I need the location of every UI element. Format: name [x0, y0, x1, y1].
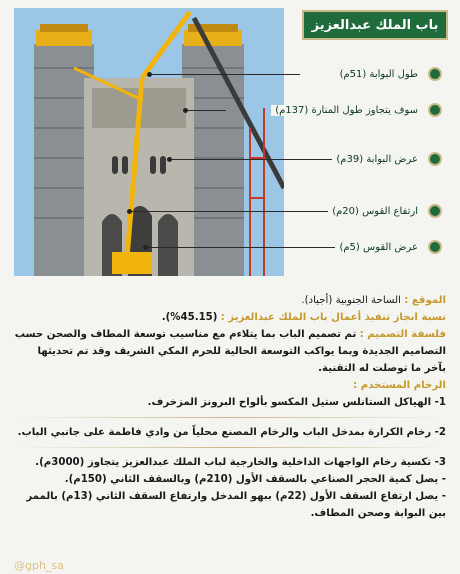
progress-label: نسبة انجاز تنفيذ أعمال باب الملك عبدالعزيز : — [220, 312, 446, 323]
bullet-icon — [428, 103, 442, 117]
design-line — [14, 326, 446, 377]
bullet-icon — [428, 240, 442, 254]
title-banner — [302, 10, 448, 40]
design-value: تم تصميم الباب بما يتلاءم مع مناسيب توسعة المطاف والصحن حسب التصاميم الجديدة وبما يواكب التوسعة الحالية للحرم المكي الشريف وقد تم تحديثها بآخر ما توصلت له التقنية. — [14, 329, 446, 374]
cladding-item: 3- تكسية رخام الواجهات الداخلية والخارجية لباب الملك عبدالعزيز يتجاوز (3000م). — [35, 457, 446, 468]
fact-label: ارتفاع القوس (20م) — [328, 206, 422, 217]
leader-tip-2 — [183, 108, 188, 113]
info-section — [14, 292, 446, 522]
page-title: باب الملك عبدالعزيز — [311, 17, 439, 33]
leader-line-4 — [130, 211, 350, 212]
fact-arch-width — [335, 236, 442, 258]
fact-gate-length — [336, 63, 442, 85]
location-value: الساحة الجنوبية (أجياد). — [301, 295, 401, 306]
fact-minaret-height — [271, 99, 442, 121]
fact-arch-height — [328, 200, 442, 222]
marble-line — [14, 377, 446, 394]
leader-line-2 — [186, 110, 226, 111]
progress-line — [14, 309, 446, 326]
location-label: الموقع : — [404, 295, 446, 306]
fact-label: عرض القوس (5م) — [335, 242, 422, 253]
marble-label: الرخام المستخدم : — [353, 380, 446, 391]
leader-line-3 — [170, 159, 340, 160]
leader-tip-4 — [127, 209, 132, 214]
watermark: @gph_sa — [14, 559, 64, 572]
fact-label: عرض البوابة (39م) — [332, 154, 422, 165]
leader-line-1 — [150, 74, 300, 75]
marble-item: 1- الهياكل الستانلس ستيل المكسو بألواح البرونز المزخرف. — [147, 397, 446, 408]
cladding-item: - يصل ارتفاع السقف الأول (22م) ببهو المدخل وارتفاع السقف الثاني (13م) بالممر بين البوابة وصحن المطاف. — [26, 491, 446, 519]
fact-label: طول البوابة (51م) — [336, 69, 422, 80]
bullet-icon — [428, 67, 442, 81]
leader-tip-1 — [147, 72, 152, 77]
divider — [14, 417, 446, 418]
design-label: فلسفة التصميم : — [359, 329, 446, 340]
fact-label: سوف يتجاوز طول المنارة (137م) — [271, 105, 422, 116]
location-line — [14, 292, 446, 309]
fact-gate-width — [332, 148, 442, 170]
progress-value: (45.15%). — [161, 312, 218, 323]
bullet-icon — [428, 152, 442, 166]
marble-item: 2- رخام الكرارة بمدخل الباب والرخام المصنع محلياً من وادي فاطمة على جانبي الباب. — [17, 427, 446, 438]
leader-tip-5 — [143, 245, 148, 250]
gate-photo — [14, 8, 284, 276]
leader-tip-3 — [167, 157, 172, 162]
cladding-item: - يصل كمية الحجر الصناعي بالسقف الأول (210م) وبالسقف الثاني (150م). — [64, 474, 446, 485]
bullet-icon — [428, 204, 442, 218]
divider — [14, 447, 446, 448]
